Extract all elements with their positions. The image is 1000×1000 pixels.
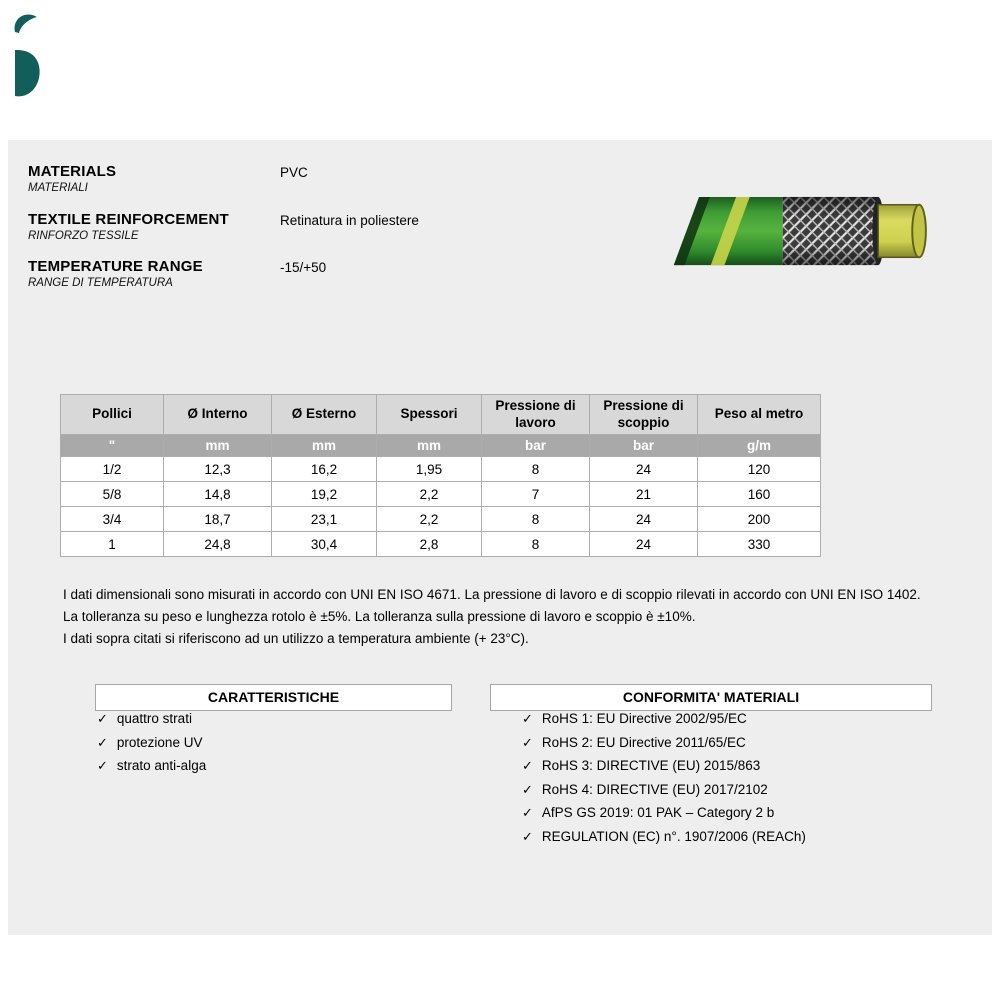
check-icon: ✓ [522,781,533,797]
table-cell: 24 [590,532,698,557]
spec-row-materials [28,163,308,194]
spec-value: Retinatura in poliestere [280,213,419,228]
list-item-text: AfPS GS 2019: 01 PAK – Category 2 b [541,805,775,820]
list-item [97,735,206,751]
list-item [522,735,806,751]
list-item [522,782,806,798]
table-cell: 5/8 [61,482,164,507]
table-cell: 8 [482,457,590,482]
col-header-press-scoppio: Pressione di scoppio [590,395,698,435]
list-item-text: REGULATION (EC) n°. 1907/2006 (REACh) [541,828,806,844]
table-units-row [61,435,821,457]
table-cell: 8 [482,507,590,532]
table-cell: 18,7 [164,507,272,532]
table-row [61,532,821,557]
note-line: La tolleranza su peso e lunghezza rotolo è ±5%. La tolleranza sulla pressione di lavoro e scoppio è ±10%. [63,609,696,624]
table-cell: 7 [482,482,590,507]
col-header-spessori: Spessori [377,395,482,435]
table-row [61,507,821,532]
list-item [522,829,806,845]
table-cell: 24,8 [164,532,272,557]
spec-row-reinforcement [28,211,419,242]
list-item-text: strato anti-alga [116,758,207,773]
table-cell: 30,4 [272,532,377,557]
spec-label [28,163,280,194]
list-item-text: RoHS 1: EU Directive 2002/95/EC [541,711,747,726]
note-line: I dati dimensionali sono misurati in accordo con UNI EN ISO 4671. La pressione di lavoro e di scoppio rilevati in accordo con UNI EN ISO 1402. [63,587,921,602]
list-item-text: RoHS 2: EU Directive 2011/65/EC [541,734,746,750]
spec-label-en: TEXTILE REINFORCEMENT [28,211,229,228]
table-cell: 23,1 [272,507,377,532]
check-icon: ✓ [97,734,108,750]
conformita-title: CONFORMITA' MATERIALI [490,684,932,711]
unit-cell: bar [590,435,698,457]
table-cell: 24 [590,507,698,532]
spec-label-it: RANGE DI TEMPERATURA [28,277,173,289]
unit-cell: " [61,435,164,457]
table-cell: 3/4 [61,507,164,532]
note-line: I dati sopra citati si riferiscono ad un utilizzo a temperatura ambiente (+ 23°C). [63,631,529,646]
col-header-pollici: Pollici [61,395,164,435]
list-item-text: RoHS 3: DIRECTIVE (EU) 2015/863 [541,758,761,773]
spec-label-it: MATERIALI [28,182,88,194]
table-cell: 160 [698,482,821,507]
table-row [61,482,821,507]
spec-label [28,211,280,242]
table-cell: 2,2 [377,482,482,507]
table-row [61,457,821,482]
hose-product-image [666,190,958,274]
table-cell: 200 [698,507,821,532]
unit-cell: bar [482,435,590,457]
table-cell: 21 [590,482,698,507]
col-header-peso: Peso al metro [698,395,821,435]
caratteristiche-list [97,711,206,782]
table-cell: 16,2 [272,457,377,482]
spec-panel [8,140,992,935]
spec-row-temperature [28,258,326,289]
table-cell: 12,3 [164,457,272,482]
list-item [97,758,206,774]
col-header-esterno: Ø Esterno [272,395,377,435]
caratteristiche-title: CARATTERISTICHE [95,684,452,711]
table-cell: 8 [482,532,590,557]
table-cell: 14,8 [164,482,272,507]
brand-mark [10,8,44,98]
spec-label-it: RINFORZO TESSILE [28,230,139,242]
table-cell: 2,2 [377,507,482,532]
unit-cell: g/m [698,435,821,457]
check-icon: ✓ [522,734,533,750]
check-icon: ✓ [522,711,533,726]
check-icon: ✓ [97,711,108,726]
notes [63,584,958,650]
table-cell: 1/2 [61,457,164,482]
check-icon: ✓ [522,805,533,820]
unit-cell: mm [377,435,482,457]
check-icon: ✓ [97,758,108,773]
check-icon: ✓ [522,828,533,844]
unit-cell: mm [272,435,377,457]
spec-label [28,258,280,289]
col-header-press-lavoro: Pressione di lavoro [482,395,590,435]
list-item [97,711,206,727]
table-cell: 1,95 [377,457,482,482]
spec-label-en: TEMPERATURE RANGE [28,258,203,275]
table-cell: 2,8 [377,532,482,557]
list-item [522,805,806,821]
table-cell: 19,2 [272,482,377,507]
conformita-list [522,711,806,852]
unit-cell: mm [164,435,272,457]
spec-label-en: MATERIALS [28,163,117,180]
table-cell: 24 [590,457,698,482]
table-cell: 1 [61,532,164,557]
table-cell: 330 [698,532,821,557]
table-header-row [61,395,821,435]
list-item [522,711,806,727]
list-item-text: protezione UV [116,734,203,750]
list-item-text: RoHS 4: DIRECTIVE (EU) 2017/2102 [541,781,768,797]
table-cell: 120 [698,457,821,482]
col-header-interno: Ø Interno [164,395,272,435]
spec-value: PVC [280,165,308,180]
list-item [522,758,806,774]
spec-table [60,394,821,557]
check-icon: ✓ [522,758,533,773]
list-item-text: quattro strati [116,711,192,726]
spec-value: -15/+50 [280,260,327,275]
